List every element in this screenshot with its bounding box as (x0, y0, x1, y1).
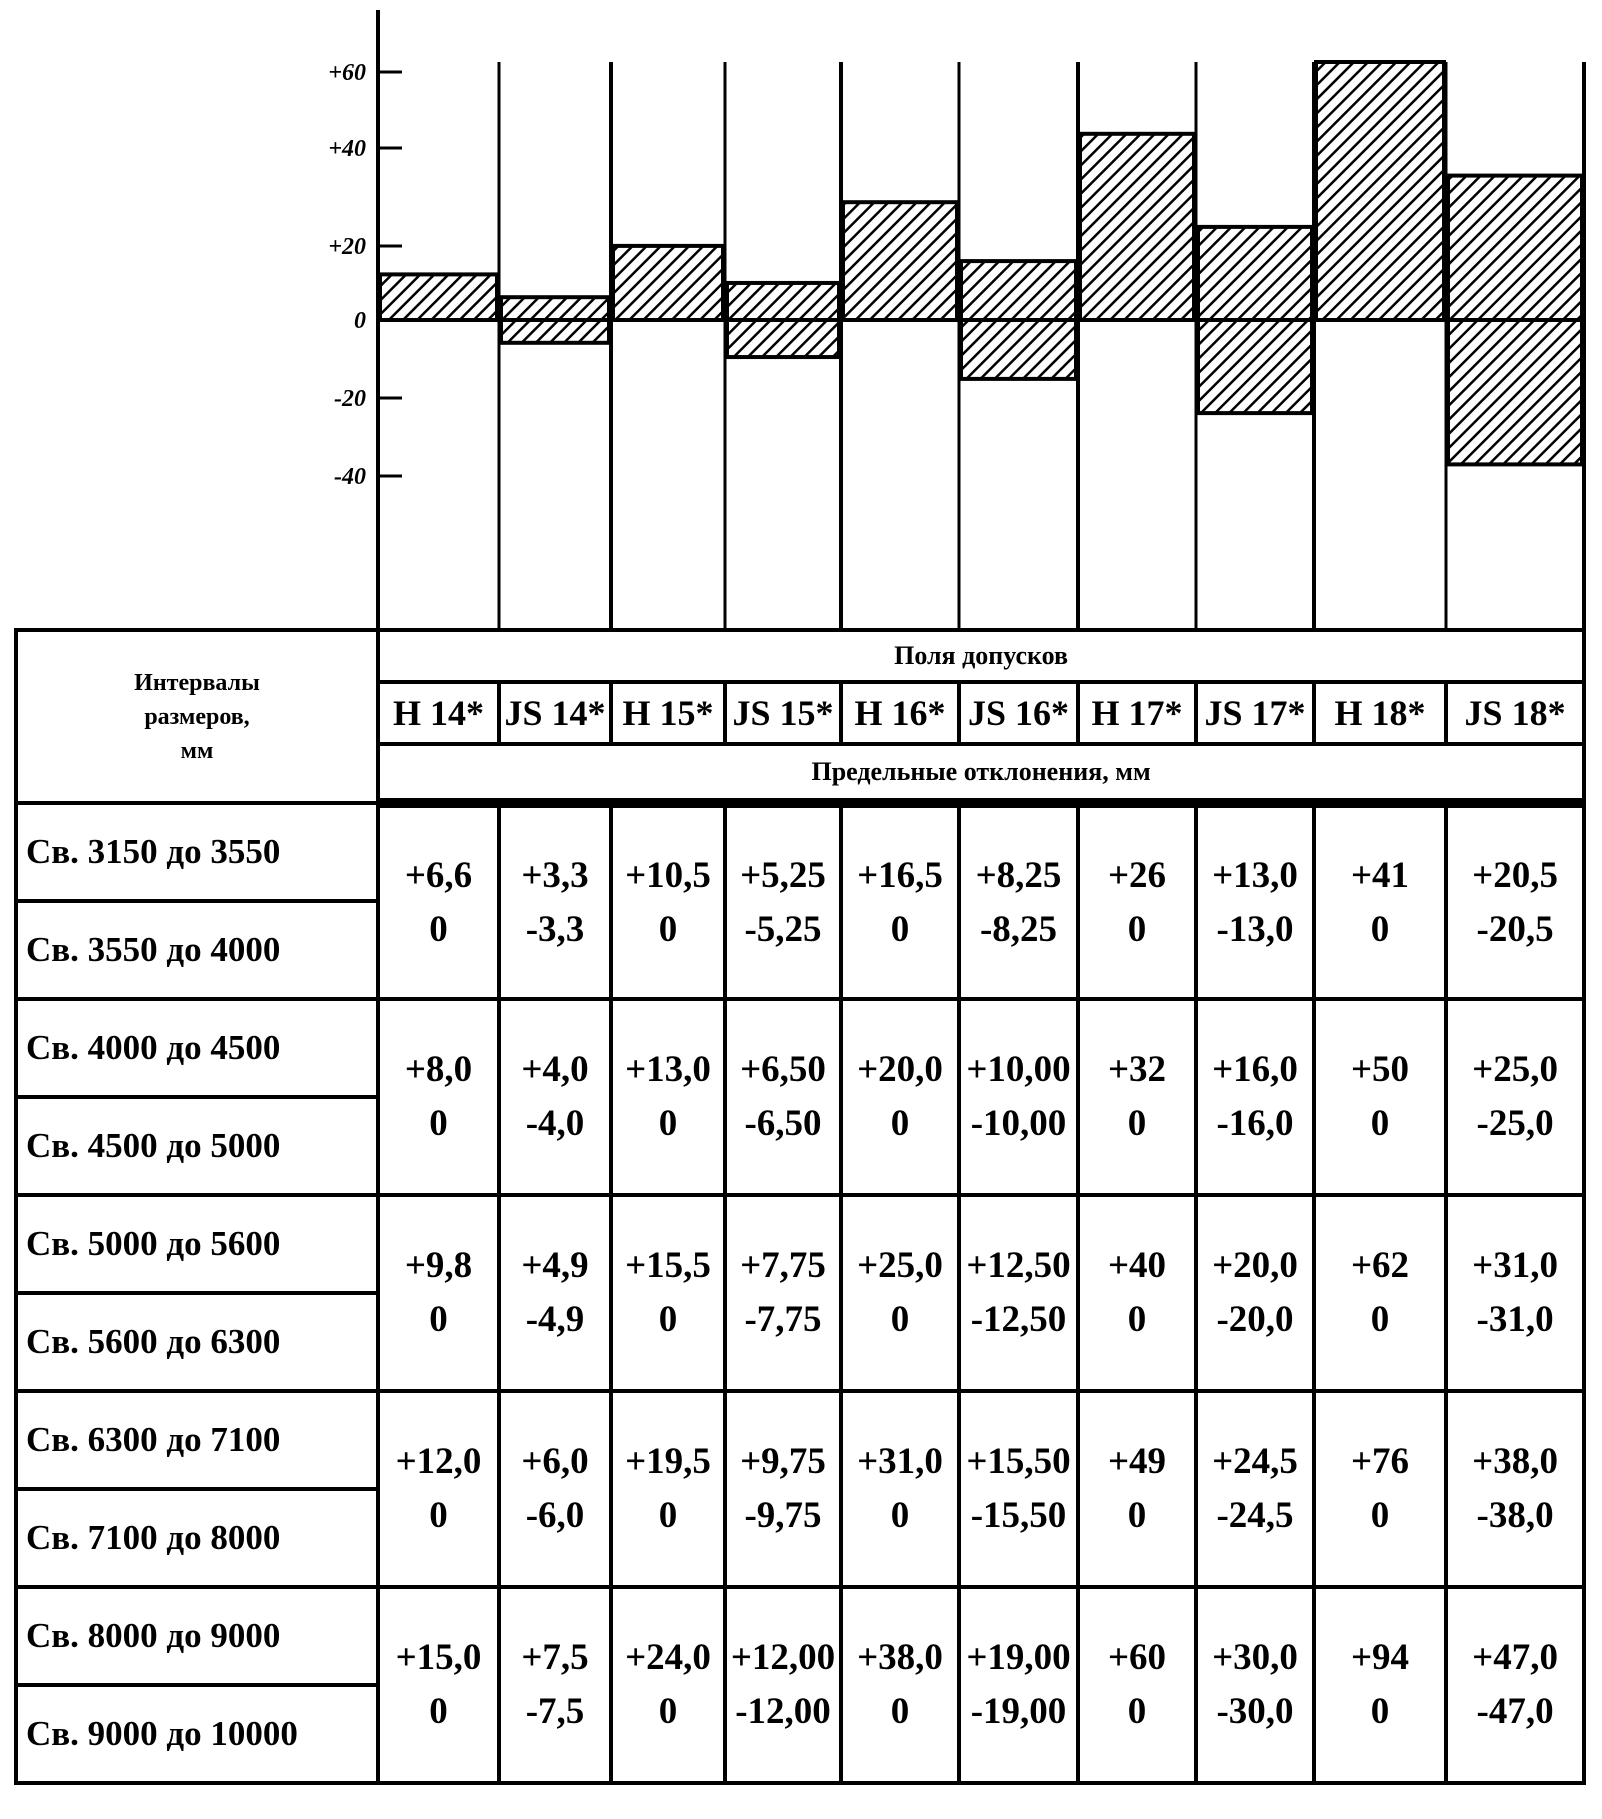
deviation-cell (725, 1195, 841, 1391)
deviation-cell (1196, 803, 1314, 999)
lower-deviation: -13,0 (1216, 908, 1294, 950)
deviation-cell (1314, 1195, 1446, 1391)
upper-deviation: +15,50 (966, 1441, 1071, 1482)
upper-deviation: +62 (1350, 1245, 1410, 1286)
deviation-cell (499, 999, 611, 1195)
upper-deviation: +7,5 (521, 1637, 589, 1678)
lower-deviation: -31,0 (1476, 1299, 1554, 1340)
deviation-cell (1314, 1587, 1446, 1783)
upper-deviation: +4,0 (521, 1049, 589, 1090)
upper-deviation: +50 (1350, 1049, 1410, 1090)
upper-deviation: +9,75 (740, 1441, 826, 1482)
lower-deviation: 0 (1127, 1299, 1147, 1340)
upper-deviation: +40 (1107, 1245, 1167, 1286)
y-axis-tick-label: +40 (328, 136, 366, 162)
size-range: Св. 6300 до 7100 (16, 1391, 378, 1489)
upper-deviation: +6,50 (740, 1049, 826, 1090)
tolerance-table (14, 628, 1586, 1785)
deviation-cell (378, 1587, 499, 1783)
lower-deviation: 0 (1127, 1495, 1147, 1536)
upper-deviation: +6,6 (404, 854, 473, 896)
size-range: Св. 4500 до 5000 (16, 1097, 378, 1195)
upper-deviation: +4,9 (521, 1245, 589, 1286)
fields-header: Поля допусков (378, 630, 1584, 682)
tolerance-bar (380, 274, 497, 320)
deviation-cell (1446, 1587, 1584, 1783)
column-header: JS 16* (959, 682, 1078, 744)
column-header: H 14* (378, 682, 499, 744)
deviation-cell (841, 999, 959, 1195)
deviation-cell (611, 999, 725, 1195)
upper-deviation: +26 (1107, 854, 1167, 896)
lower-deviation: -12,00 (735, 1691, 831, 1732)
size-range: Св. 5000 до 5600 (16, 1195, 378, 1293)
upper-deviation: +12,50 (966, 1245, 1071, 1286)
upper-deviation: +10,00 (966, 1049, 1071, 1090)
column-header: H 18* (1314, 682, 1446, 744)
deviation-cell (1446, 999, 1584, 1195)
size-range: Св. 3550 до 4000 (16, 901, 378, 999)
upper-deviation: +32 (1107, 1049, 1167, 1090)
deviation-cell (611, 1587, 725, 1783)
upper-deviation: +13,0 (1212, 854, 1298, 896)
tolerance-chart (0, 0, 1602, 628)
upper-deviation: +31,0 (1472, 1245, 1558, 1286)
lower-deviation: -30,0 (1216, 1691, 1294, 1732)
upper-deviation: +60 (1107, 1637, 1167, 1678)
upper-deviation: +49 (1107, 1441, 1167, 1482)
lower-deviation: -47,0 (1476, 1691, 1554, 1732)
upper-deviation: +30,0 (1212, 1637, 1298, 1678)
deviation-cell (499, 1391, 611, 1587)
interval-header (16, 630, 378, 803)
lower-deviation: 0 (890, 1691, 910, 1732)
deviation-cell (1078, 1587, 1196, 1783)
lower-deviation: 0 (1370, 1495, 1390, 1536)
upper-deviation: +19,00 (966, 1637, 1071, 1678)
upper-deviation: +6,0 (521, 1441, 589, 1482)
upper-deviation: +25,0 (857, 1245, 943, 1286)
lower-deviation: 0 (890, 908, 910, 950)
deviation-cell (959, 1195, 1078, 1391)
upper-deviation: +20,0 (1212, 1245, 1298, 1286)
deviation-cell (1314, 1391, 1446, 1587)
size-range: Св. 8000 до 9000 (16, 1587, 378, 1685)
deviation-cell (611, 1391, 725, 1587)
upper-deviation: +20,5 (1472, 854, 1558, 896)
lower-deviation: 0 (1127, 1103, 1147, 1144)
lower-deviation: -15,50 (970, 1495, 1067, 1536)
deviation-cell (1446, 1195, 1584, 1391)
lower-deviation: 0 (429, 1691, 448, 1732)
lower-deviation: 0 (658, 908, 678, 950)
lower-deviation: -8,25 (979, 908, 1058, 950)
deviation-cell (1196, 1391, 1314, 1587)
table-row (16, 1587, 1584, 1685)
column-header: JS 18* (1446, 682, 1584, 744)
lower-deviation: -9,75 (744, 1495, 822, 1536)
lower-deviation: -24,5 (1216, 1495, 1294, 1536)
deviation-cell (841, 1587, 959, 1783)
deviation-cell (841, 1391, 959, 1587)
upper-deviation: +3,3 (521, 854, 589, 896)
upper-deviation: +38,0 (1472, 1441, 1558, 1482)
lower-deviation: -20,0 (1216, 1299, 1294, 1340)
lower-deviation: -20,5 (1476, 908, 1554, 950)
deviation-cell (611, 803, 725, 999)
deviation-cell (725, 999, 841, 1195)
deviation-cell (1446, 1391, 1584, 1587)
upper-deviation: +15,5 (625, 1245, 711, 1286)
column-header: H 16* (841, 682, 959, 744)
upper-deviation: +12,0 (395, 1441, 482, 1482)
interval-header-line: Интервалы (134, 669, 260, 696)
upper-deviation: +19,5 (625, 1441, 711, 1482)
tolerance-bar (843, 202, 957, 320)
upper-deviation: +47,0 (1472, 1637, 1558, 1678)
lower-deviation: -4,9 (525, 1299, 585, 1340)
size-range: Св. 9000 до 10000 (16, 1685, 378, 1783)
deviation-cell (1078, 1195, 1196, 1391)
column-header: JS 17* (1196, 682, 1314, 744)
column-header: JS 15* (725, 682, 841, 744)
lower-deviation: 0 (429, 1495, 448, 1536)
lower-deviation: -6,50 (744, 1103, 822, 1144)
upper-deviation: +12,00 (730, 1637, 836, 1678)
deviation-cell (1314, 999, 1446, 1195)
lower-deviation: -12,50 (970, 1299, 1067, 1340)
upper-deviation: +41 (1350, 854, 1410, 896)
deviation-cell (725, 1391, 841, 1587)
lower-deviation: 0 (890, 1495, 910, 1536)
deviation-cell (725, 803, 841, 999)
lower-deviation: 0 (1370, 1299, 1390, 1340)
deviation-cell (1196, 1587, 1314, 1783)
lower-deviation: 0 (658, 1691, 678, 1732)
upper-deviation: +31,0 (857, 1441, 943, 1482)
lower-deviation: 0 (429, 908, 448, 950)
deviation-cell (1446, 803, 1584, 999)
lower-deviation: 0 (1370, 1103, 1390, 1144)
lower-deviation: 0 (658, 1495, 678, 1536)
deviation-cell (499, 1587, 611, 1783)
lower-deviation: -4,0 (525, 1103, 585, 1144)
y-axis-tick-label: -20 (334, 386, 366, 412)
lower-deviation: -19,00 (970, 1691, 1067, 1732)
lower-deviation: 0 (1370, 1691, 1390, 1732)
upper-deviation: +7,75 (740, 1245, 826, 1286)
upper-deviation: +24,0 (625, 1637, 711, 1678)
column-header: H 15* (611, 682, 725, 744)
lower-deviation: -25,0 (1476, 1103, 1554, 1144)
deviation-cell (959, 1587, 1078, 1783)
deviation-cell (1078, 999, 1196, 1195)
tolerance-bar (1316, 62, 1444, 320)
deviation-cell (378, 999, 499, 1195)
deviation-cell (841, 1195, 959, 1391)
table-row (16, 1391, 1584, 1489)
deviation-cell (499, 803, 611, 999)
lower-deviation: -5,25 (744, 908, 822, 950)
lower-deviation: 0 (658, 1299, 678, 1340)
table-row (16, 999, 1584, 1097)
lower-deviation: 0 (890, 1103, 910, 1144)
size-range: Св. 3150 до 3550 (16, 803, 378, 901)
deviation-cell (499, 1195, 611, 1391)
lower-deviation: 0 (890, 1299, 910, 1340)
upper-deviation: +38,0 (857, 1637, 943, 1678)
y-axis-tick-label: -40 (334, 464, 366, 490)
lower-deviation: -16,0 (1216, 1103, 1294, 1144)
y-axis-tick-label: +20 (328, 234, 366, 260)
deviation-cell (1314, 803, 1446, 999)
units-header: Предельные отклонения, мм (378, 744, 1584, 803)
deviation-cell (1078, 803, 1196, 999)
tolerance-bar (1080, 134, 1194, 320)
upper-deviation: +25,0 (1472, 1049, 1558, 1090)
upper-deviation: +20,0 (857, 1049, 943, 1090)
tolerance-bar (613, 246, 723, 320)
upper-deviation: +76 (1350, 1441, 1410, 1482)
lower-deviation: -10,00 (970, 1103, 1067, 1144)
deviation-cell (959, 803, 1078, 999)
lower-deviation: 0 (429, 1299, 448, 1340)
upper-deviation: +10,5 (625, 854, 711, 896)
y-axis-tick-label: +60 (328, 60, 366, 86)
column-header: JS 14* (499, 682, 611, 744)
lower-deviation: -7,5 (525, 1691, 585, 1732)
size-range: Св. 5600 до 6300 (16, 1293, 378, 1391)
deviation-cell (725, 1587, 841, 1783)
upper-deviation: +15,0 (395, 1637, 482, 1678)
deviation-cell (378, 1391, 499, 1587)
deviation-cell (378, 1195, 499, 1391)
deviation-cell (841, 803, 959, 999)
y-axis-tick-label: 0 (354, 308, 366, 334)
interval-header-line: мм (180, 737, 214, 764)
deviation-cell (611, 1195, 725, 1391)
upper-deviation: +16,0 (1212, 1049, 1298, 1090)
lower-deviation: 0 (1127, 1691, 1147, 1732)
lower-deviation: -7,75 (744, 1299, 822, 1340)
lower-deviation: -6,0 (525, 1495, 585, 1536)
upper-deviation: +8,25 (975, 854, 1062, 896)
upper-deviation: +94 (1350, 1637, 1410, 1678)
header-row (16, 630, 1584, 682)
deviation-cell (959, 1391, 1078, 1587)
lower-deviation: 0 (1127, 908, 1147, 950)
interval-header-line: размеров, (144, 703, 250, 730)
table-row (16, 803, 1584, 901)
lower-deviation: -38,0 (1476, 1495, 1554, 1536)
deviation-cell (1196, 999, 1314, 1195)
size-range: Св. 4000 до 4500 (16, 999, 378, 1097)
lower-deviation: 0 (429, 1103, 448, 1144)
upper-deviation: +24,5 (1212, 1441, 1298, 1482)
column-header: H 17* (1078, 682, 1196, 744)
deviation-cell (1196, 1195, 1314, 1391)
upper-deviation: +9,8 (404, 1245, 473, 1286)
size-range: Св. 7100 до 8000 (16, 1489, 378, 1587)
table-row (16, 1195, 1584, 1293)
deviation-cell (959, 999, 1078, 1195)
lower-deviation: 0 (1370, 908, 1390, 950)
lower-deviation: -3,3 (525, 908, 585, 950)
upper-deviation: +8,0 (404, 1049, 473, 1090)
deviation-cell (1078, 1391, 1196, 1587)
upper-deviation: +5,25 (740, 854, 826, 896)
upper-deviation: +13,0 (625, 1049, 711, 1090)
deviation-cell (378, 803, 499, 999)
lower-deviation: 0 (658, 1103, 678, 1144)
upper-deviation: +16,5 (857, 854, 943, 896)
